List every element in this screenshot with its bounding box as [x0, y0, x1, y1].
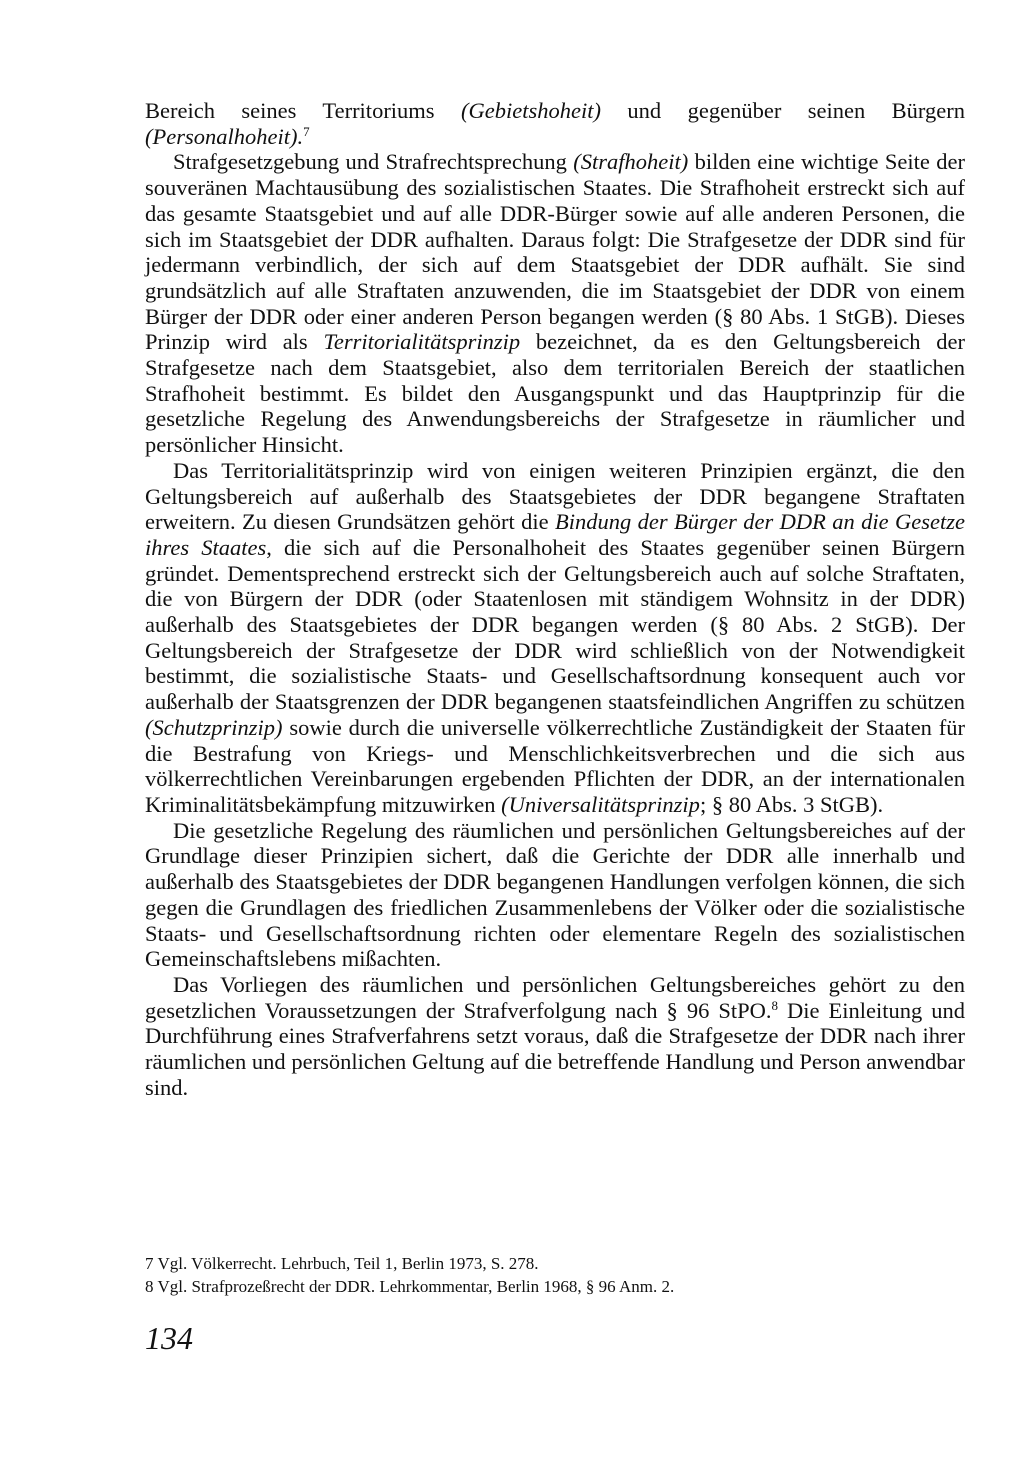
paragraph-2: Strafgesetzgebung und Strafrechtsprechung (Strafhoheit) bilden eine wichtige Seite der souveränen Machtausübung des sozialistischen Staates. Die Strafhoheit erstreckt sich auf das gesamte Staatsgebiet und auf alle DDR-Bürger sowie auf alle anderen Personen, die sich im Staatsgebiet der DDR aufhalten. Daraus folgt: Die Strafgesetze der DDR sind für jedermann verbindlich, der sich auf dem Staatsgebiet der DDR aufhält. Sie sind grundsätzlich auf alle Straftaten anzuwenden, die im Staatsgebiet der DDR von einem Bürger der DDR oder einer anderen Person begangen werden (§ 80 Abs. 1 StGB). Dieses Prinzip wird als Territorialitätsprinzip bezeichnet, da es den Geltungsbereich der Strafgesetze nach dem Staatsgebiet, also dem territorialen Bereich der staatlichen Strafhoheit bestimmt. Es bildet den Ausgangspunkt und das Hauptprinzip für die gesetzliche Regelung des Anwendungsbereichs der Strafgesetze in räumlicher und persönlicher Hinsicht.: [145, 149, 966, 458]
term-gebietshoheit: (Gebietshoheit): [461, 98, 601, 123]
body-text: [145, 98, 965, 1100]
term-universalitaetsprinzip: (Universalitätsprinzip: [501, 791, 700, 817]
page-number: 134: [145, 1320, 193, 1356]
paragraph-3: Das Territorialitätsprinzip wird von einigen weiteren Prinzipien ergänzt, die den Geltungsbereich auf außerhalb des Staatsgebietes der DDR begangene Straftaten erweitern. Zu diesen Grundsätzen gehört die Bindung der Bürger der DDR an die Gesetze ihres Staates, die sich auf die Personalhoheit des Staates gegenüber seinen Bürgern gründet. Dementsprechend erstreckt sich der Geltungsbereich auch auf solche Straftaten, die von Bürgern der DDR (oder Staatenlosen mit ständigem Wohnsitz in der DDR) außerhalb des Staatsgebietes der DDR begangen werden (§ 80 Abs. 2 StGB). Der Geltungsbereich der Strafgesetze der DDR wird schließlich von der Notwendigkeit bestimmt, die sozialistische Staats- und Gesellschaftsordnung konsequent auch vor außerhalb der Staatsgrenzen der DDR begangenen staatsfeindlichen Angriffen zu schützen (Schutzprinzip) sowie durch die universelle völkerrechtliche Zuständigkeit der Staaten für die Bestrafung von Kriegs- und Menschlichkeitsverbrechen und die sich aus völkerrechtlichen Vereinbarungen ergebenden Pflichten der DDR, an der internationalen Kriminalitätsbekämpfung mitzuwirken (Universalitätsprinzip; § 80 Abs. 3 StGB).: [145, 457, 965, 817]
term-schutzprinzip: (Schutzprinzip): [145, 714, 283, 740]
footnote-7: 7 Vgl. Völkerrecht. Lehrbuch, Teil 1, Berlin 1973, S. 278.: [145, 1254, 539, 1273]
footnote-ref-7: 7: [303, 123, 310, 139]
term-personalhoheit: (Personalhoheit).: [145, 123, 304, 149]
paragraph-1: Bereich seines Territoriums (Gebietshoheit) und gegenüber seinen Bürgern (Personalhoheit).$^7$: [145, 98, 965, 149]
footnote-ref-8: 8: [771, 997, 778, 1013]
footnote-8: 8 Vgl. Strafprozeßrecht der DDR. Lehrkommentar, Berlin 1968, § 96 Anm. 2.: [145, 1277, 675, 1296]
paragraph-4: Die gesetzliche Regelung des räumlichen und persönlichen Geltungsbereiches auf der Grundlage dieser Prinzipien sichert, daß die Gerichte der DDR alle innerhalb und außerhalb des Staatsgebietes der DDR begangenen Handlungen verfolgen können, die sich gegen die Grundlagen des friedlichen Zusammenlebens der Völker oder die sozialistische Staats- und Gesellschaftsordnung richten oder elementare Regeln des sozialistischen Gemeinschaftslebens mißachten.: [145, 817, 965, 972]
footnotes: [145, 1252, 965, 1298]
paragraph-5: Das Vorliegen des räumlichen und persönlichen Geltungsbereiches gehört zu den gesetzlichen Voraussetzungen der Strafverfolgung nach § 96 StPO.$^8$ Die Einleitung und Durchführung eines Strafverfahrens setzt voraus, daß die Strafgesetze der DDR nach ihrer räumlichen und persönlichen Geltung auf die betreffende Handlung und Person anwendbar sind.: [145, 971, 965, 1100]
term-bindung-der-buerger: Bindung der Bürger der DDR an die Gesetze ihres Staates: [145, 509, 965, 560]
term-strafhoheit: (Strafhoheit): [573, 149, 689, 175]
term-territorialitaetsprinzip: Territorialitätsprinzip: [323, 329, 521, 355]
